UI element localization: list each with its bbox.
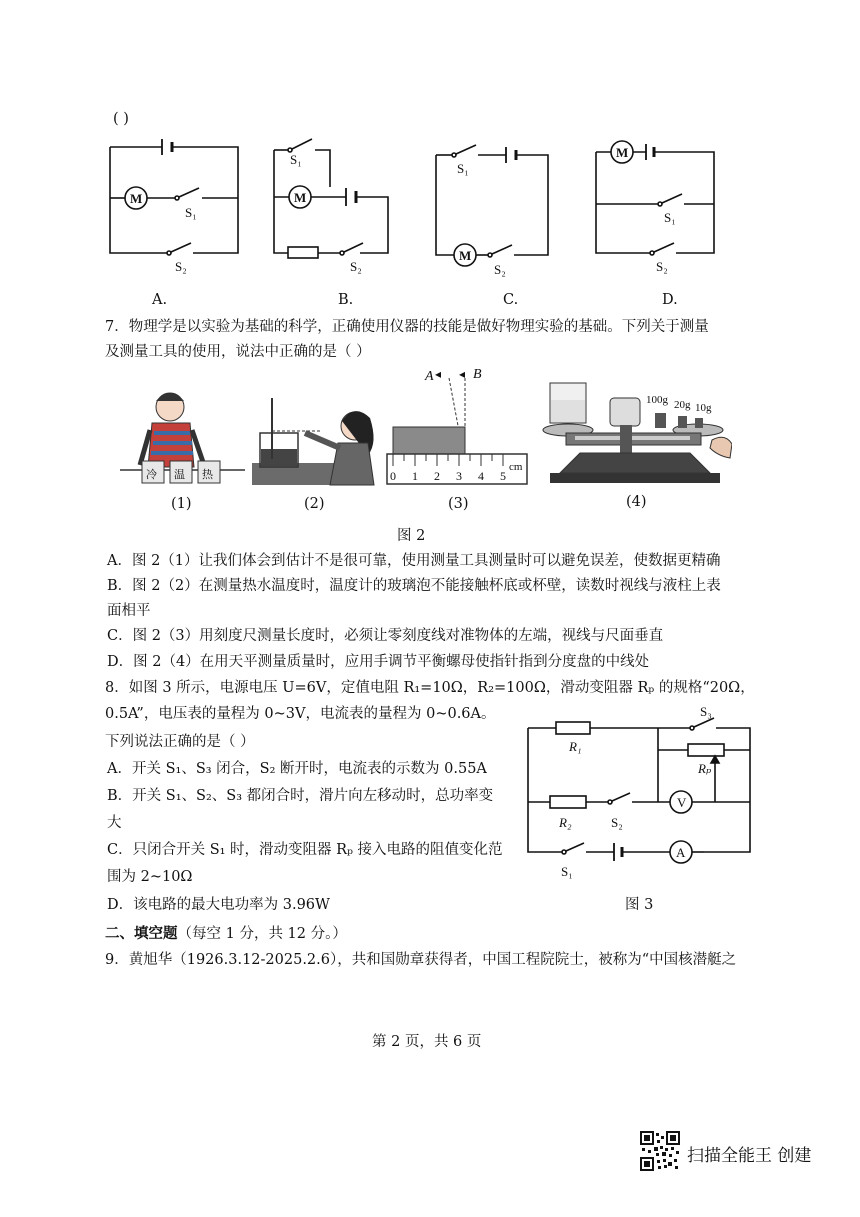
q7-option-b-line1: B．图 2（2）在测量热水温度时，温度计的玻璃泡不能接触杯底或杯壁，读数时视线与液柱上表 <box>107 578 721 594</box>
page-number: 第 2 页，共 6 页 <box>372 1034 482 1050</box>
motor-label: M <box>130 191 143 206</box>
ruler-tick-0: 0 <box>390 469 396 483</box>
q8-option-b-line1: B．开关 S₁、S₂、S₃ 都闭合时，滑片向左移动时，总功率变 <box>107 788 494 804</box>
ruler-tick-4: 4 <box>478 469 484 483</box>
ruler-unit: cm <box>509 461 523 473</box>
q8-stem-line2: 0.5A”，电压表的量程为 0~3V，电流表的量程为 0~0.6A。 <box>105 706 496 722</box>
r1-label: R₁ <box>569 739 582 754</box>
q8-option-d: D．该电路的最大电功率为 3.96W <box>107 897 330 913</box>
q7-option-b-line2: 面相平 <box>107 603 151 619</box>
q7-stem-line1: 7．物理学是以实验为基础的科学，正确使用仪器的技能是做好物理实验的基础。下列关于测量 <box>105 319 709 335</box>
s1-label: S₁ <box>185 205 197 220</box>
weight-20g: 20g <box>674 399 691 411</box>
weight-10g: 10g <box>695 402 712 414</box>
ruler-tick-5: 5 <box>500 469 506 483</box>
fig2-label-1: (1) <box>171 496 192 512</box>
q6-circuit-c <box>430 135 560 280</box>
q6-option-c: C. <box>503 292 519 308</box>
s1-label: S₁ <box>457 161 469 176</box>
motor-label: M <box>616 145 629 160</box>
q6-answer-bracket: ( ) <box>113 111 129 127</box>
r2-label: R₂ <box>559 815 572 830</box>
s2-label: S₂ <box>494 262 506 277</box>
weight-100g: 100g <box>646 394 668 406</box>
fig2-2-thermometer <box>250 393 385 488</box>
s2-label: S₂ <box>175 259 187 274</box>
fig2-caption: 图 2 <box>397 528 426 544</box>
fig3-circuit <box>518 700 768 885</box>
q7-option-a: A．图 2（1）让我们体会到估计不是很可靠，使用测量工具测量时可以避免误差，使数据更精确 <box>107 553 721 569</box>
ruler-tick-3: 3 <box>456 469 462 483</box>
q6-option-b: B. <box>338 292 354 308</box>
q8-stem-line3: 下列说法正确的是（ ） <box>105 734 255 750</box>
q6-circuit-a <box>105 135 245 275</box>
q7-option-c: C．图 2（3）用刻度尺测量长度时，必须让零刻度线对准物体的左端，视线与尺面垂直 <box>107 628 664 644</box>
q6-option-d: D. <box>662 292 678 308</box>
qr-code-icon <box>640 1131 680 1171</box>
rp-label: Rₚ <box>698 761 712 776</box>
fig2-1-estimate-temperature <box>120 385 245 490</box>
fig2-label-4: (4) <box>626 494 647 510</box>
scanner-watermark: 扫描全能王 创建 <box>687 1146 812 1166</box>
s2-label: S₂ <box>350 259 362 274</box>
s2-label: S₂ <box>656 259 668 274</box>
fig2-4-balance <box>540 378 732 488</box>
fig3-caption: 图 3 <box>625 897 654 913</box>
q8-option-c-line1: C．只闭合开关 S₁ 时，滑动变阻器 Rₚ 接入电路的阻值变化范 <box>107 842 503 858</box>
cup-warm-label: 温 <box>174 469 185 481</box>
section2-title: 二、填空题 <box>105 925 178 942</box>
ruler-tick-1: 1 <box>412 469 418 483</box>
ruler-tick-2: 2 <box>434 469 440 483</box>
q8-option-c-line2: 围为 2~10Ω <box>107 869 193 885</box>
q6-circuit-b <box>268 130 398 280</box>
section-title <box>105 925 347 943</box>
q8-option-b-line2: 大 <box>107 815 122 831</box>
eye-a-label: A <box>425 369 434 384</box>
svg-text:◂: ◂ <box>459 367 466 381</box>
q6-option-a: A. <box>152 292 168 308</box>
fig2-label-2: (2) <box>304 496 325 512</box>
s1-label: S₁ <box>290 152 302 167</box>
q7-option-d: D．图 2（4）在用天平测量质量时，应用手调节平衡螺母使指针指到分度盘的中线处 <box>107 654 650 670</box>
s1-label: S₁ <box>561 864 573 879</box>
ammeter-label: A <box>676 845 686 860</box>
q7-stem-line2: 及测量工具的使用，说法中正确的是（ ） <box>105 344 371 360</box>
q6-circuit-d <box>588 135 723 280</box>
section2-note: （每空 1 分，共 12 分。） <box>177 926 347 942</box>
fig2-label-3: (3) <box>448 496 469 512</box>
cup-hot-label: 热 <box>202 469 213 481</box>
q8-stem-line1: 8．如图 3 所示，电源电压 U=6V，定值电阻 R₁=10Ω，R₂=100Ω，滑动变阻器 Rₚ 的规格“20Ω， <box>105 680 755 696</box>
q9-stem-line1: 9．黄旭华（1926.3.12-2025.2.6），共和国勋章获得者，中国工程院院士，被称为“中国核潜艇之 <box>105 952 737 968</box>
cup-cold-label: 冷 <box>146 469 157 481</box>
s1-label: S₁ <box>664 210 676 225</box>
q8-option-a: A．开关 S₁、S₃ 闭合，S₂ 断开时，电流表的示数为 0.55A <box>107 761 487 777</box>
voltmeter-label: V <box>677 795 687 810</box>
motor-label: M <box>459 248 472 263</box>
fig2-3-ruler <box>385 360 535 488</box>
eye-b-label: B <box>473 367 482 382</box>
s2-label: S₂ <box>611 815 623 830</box>
svg-text:◂: ◂ <box>435 367 442 381</box>
motor-label: M <box>294 190 307 205</box>
s3-label: S₃ <box>700 704 712 719</box>
